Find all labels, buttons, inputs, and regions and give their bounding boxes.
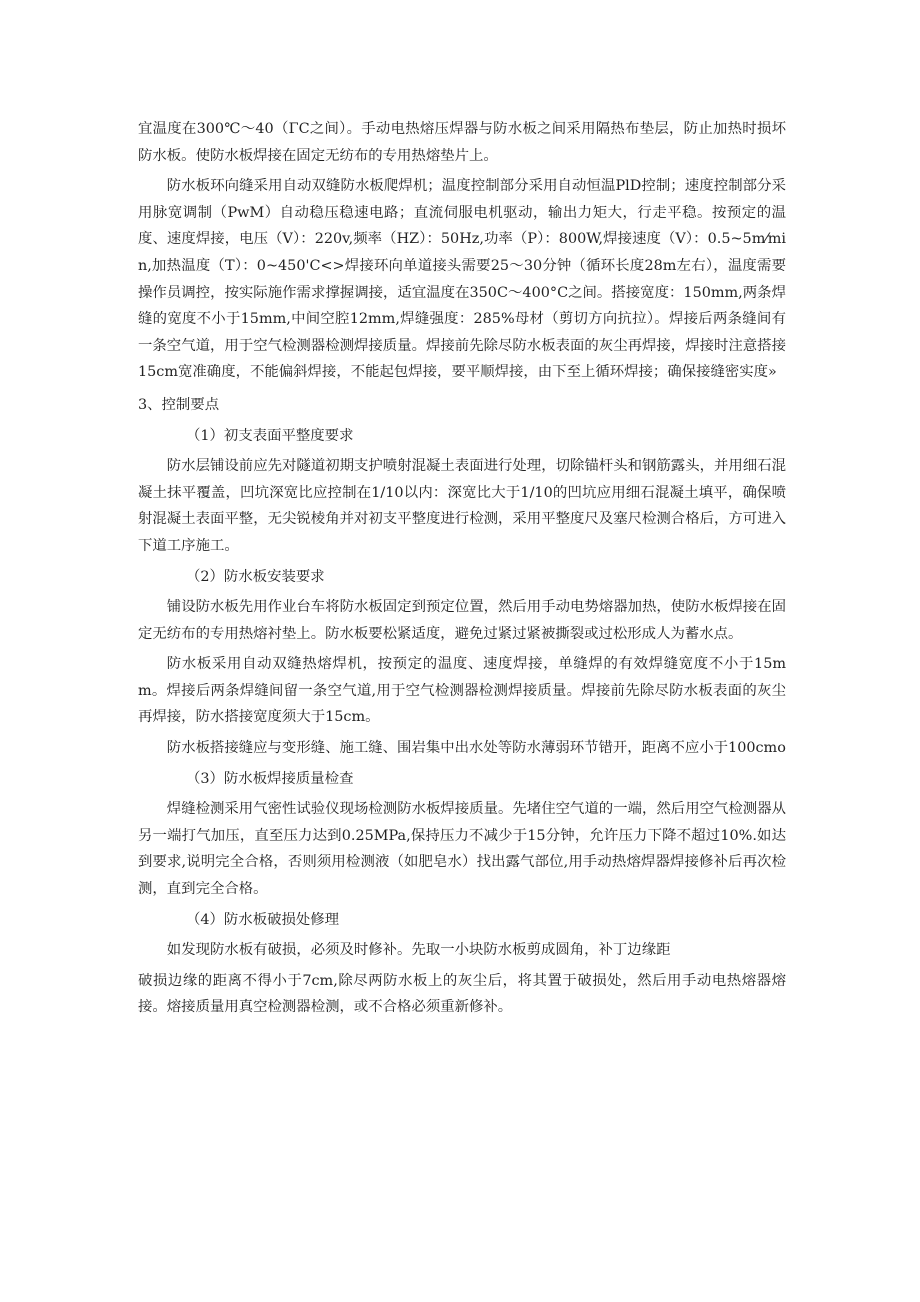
section-heading-control-points: 3、控制要点 xyxy=(138,396,220,413)
paragraph-seam-offset: 防水板搭接缝应与变形缝、施工缝、围岩集中出水处等防水薄弱环节错开，距离不应小于100cmo xyxy=(166,740,786,757)
subheading-surface-flatness: （1）初支表面平整度要求 xyxy=(186,427,354,444)
paragraph-surface-flatness: 防水层铺设前应先对隧道初期支护喷射混凝土表面进行处理，切除锚杆头和钢筋露头，并用细石混凝土抹平覆盖，凹坑深宽比应控制在1/10以内：深宽比大于1/10的凹坑应用细石混凝土填平，确保喷射混凝土表面平整，无尖锐棱角并对初支平整度进行检测，采用平整度尺及塞尺检测合格后，方可进入下道工序施工。 xyxy=(138,458,786,554)
paragraph-double-seam-welder: 防水板采用自动双缝热熔焊机，按预定的温度、速度焊接，单缝焊的有效焊缝宽度不小于15mm。焊接后两条焊缝间留一条空气道,用于空气检测器检测焊接质量。焊接前先除尽防水板表面的灰尘再焊接，防水搭接宽度须大于15cm。 xyxy=(138,656,786,726)
subheading-damage-repair: （4）防水板破损处修理 xyxy=(186,911,340,928)
paragraph-ring-seam-welding: 防水板环向缝采用自动双缝防水板爬焊机；温度控制部分采用自动恒温PlD控制；速度控制部分采用脉宽调制（PwM）自动稳压稳速电路；直流伺服电机驱动，输出力矩大，行走平稳。按预定的温度、速度焊接，电压（V）：220v,频率（HZ）：50Hz,功率（P）：800W,焊接速度（V）：0.5~5m⁄min,加热温度（T）：0~450'C<>焊接环向单道接头需要25～30分钟（循环长度28m左右），温度需要操作员调控，按实际施作需求撑握调接，适宜温度在350C～400°C之间。搭接宽度：150mm,两条焊缝的宽度不小于15mm,中间空腔12mm,焊缝强度：285%母材（剪切方向抗拉）。焊接后两条缝间有一条空气道，用于空气检测器检测焊接质量。焊接前先除尽防水板表面的灰尘再焊接，焊接时注意搭接15cm宽准确度，不能偏斜焊接，不能起包焊接，要平顺焊接，由下至上循环焊接；确保接缝密实度» xyxy=(138,178,786,381)
paragraph-installation-requirements: 铺设防水板先用作业台车将防水板固定到预定位置，然后用手动电势熔器加热，使防水板焊接在固定无纺布的专用热熔衬垫上。防水板要松紧适度，避免过紧过紧被撕裂或过松形成人为蓄水点。 xyxy=(138,599,786,642)
paragraph-temperature-continuation: 宜温度在300℃～40（ΓC之间）。手动电热熔压焊器与防水板之间采用隔热布垫层，防止加热时损坏防水板。使防水板焊接在固定无纺布的专用热熔垫片上。 xyxy=(138,121,786,164)
paragraph-damage-repair-line1: 如发现防水板有破损，必须及时修补。先取一小块防水板剪成圆角，补丁边缘距 xyxy=(166,942,671,959)
subheading-welding-quality-check: （3）防水板焊接质量检查 xyxy=(186,770,354,787)
paragraph-damage-repair-line2: 破损边缘的距离不得小于7cm,除尽两防水板上的灰尘后，将其置于破损处，然后用手动电热熔器熔接。熔接质量用真空检测器检测，或不合格必须重新修补。 xyxy=(138,972,786,1016)
document-body xyxy=(138,116,786,1021)
subheading-installation-requirements: （2）防水板安装要求 xyxy=(186,568,325,585)
paragraph-welding-quality-check: 焊缝检测采用气密性试验仪现场检测防水板焊接质量。先堵住空气道的一端，然后用空气检测器从另一端打气加压，直至压力达到0.25MPa,保持压力不减少于15分钟，允许压力下降不超过10%.如达到要求,说明完全合格，否则须用检测液（如肥皂水）找出露气部位,用手动热熔焊器焊接修补后再次检测，直到完全合格。 xyxy=(138,801,786,898)
